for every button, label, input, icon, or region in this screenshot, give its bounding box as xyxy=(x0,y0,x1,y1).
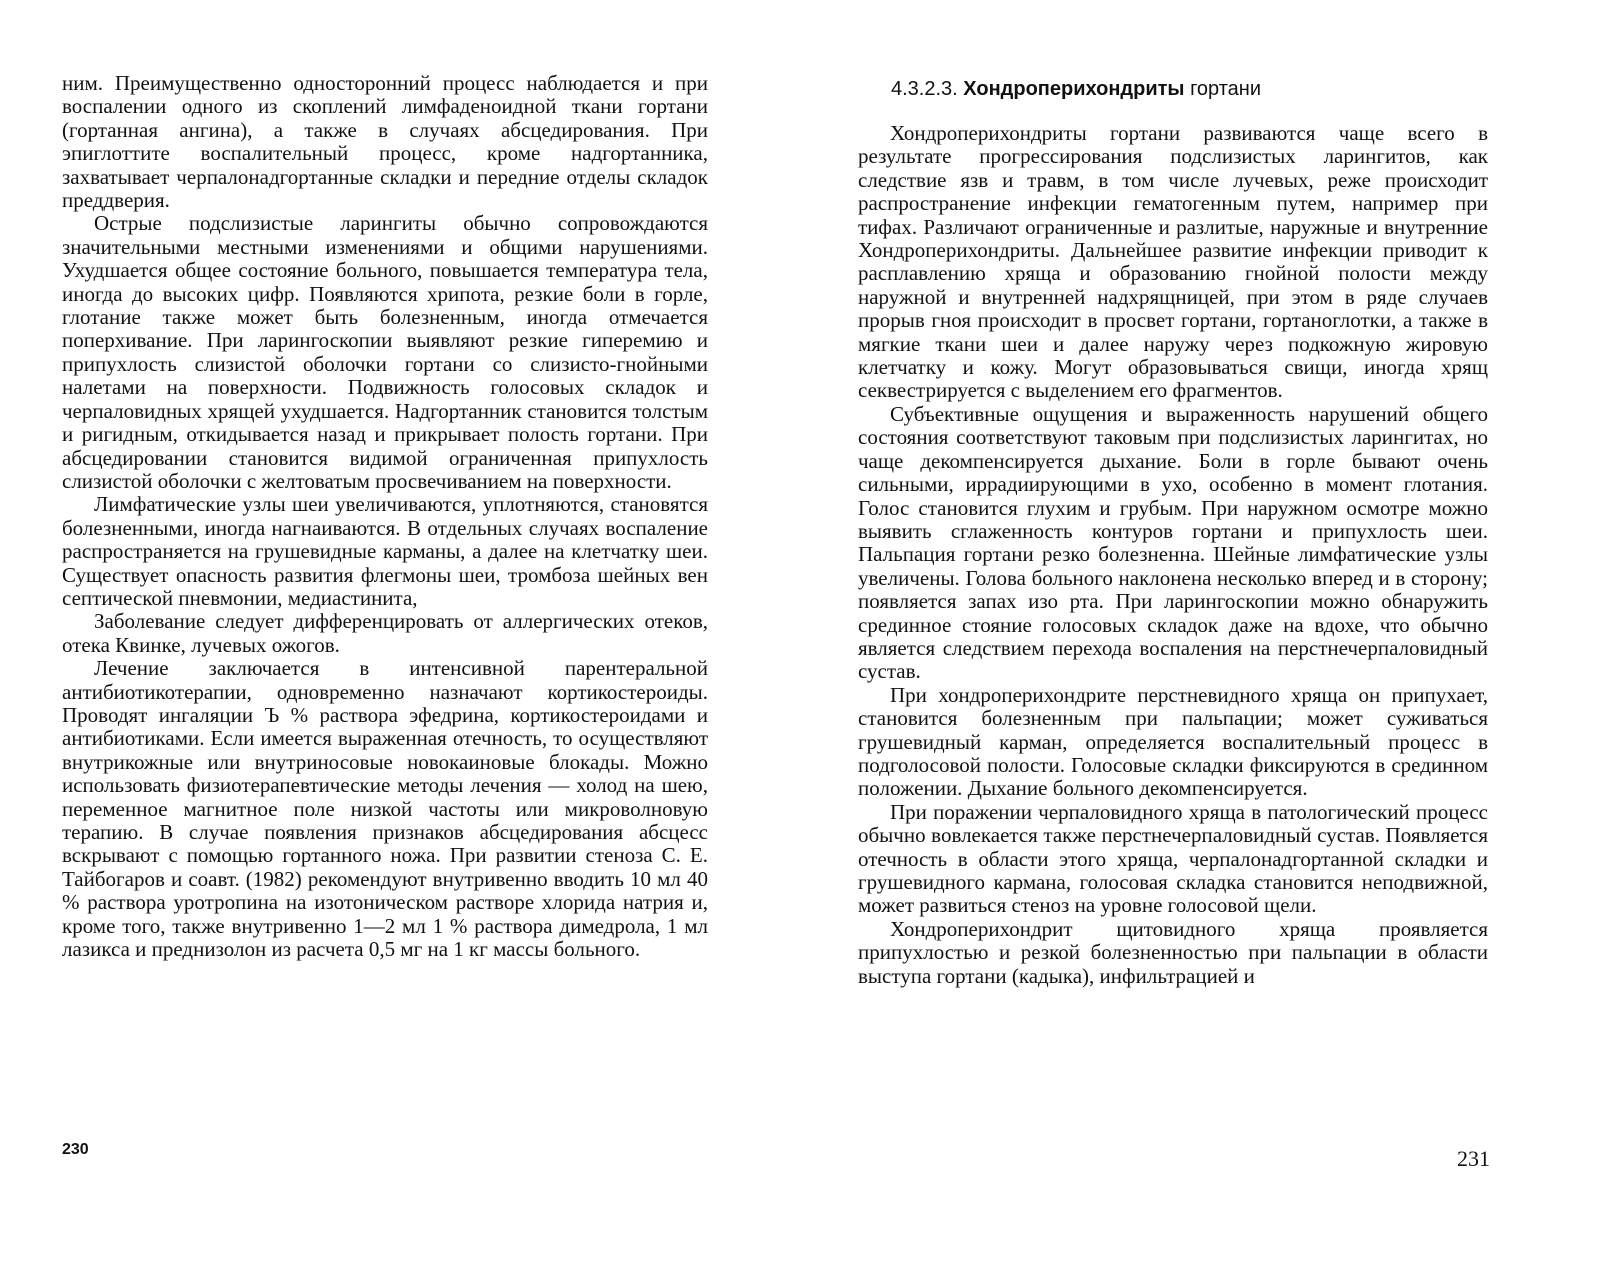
paragraph: Хондроперихондрит щитовидного хряща проявляется припухлостью и резкой болезненностью при пальпации в области выступа гортани (кадыка), инфильтрацией и xyxy=(858,916,1488,988)
paragraph: Лимфатические узлы шеи увеличиваются, уплотняются, становятся болезненными, иногда нагнаиваются. В отдельных случаях воспаление распространяется на грушевидные карманы, а далее на клетчатку шеи. Существует опасность развития флегмоны шеи, тромбоза шейных вен септической пневмонии, медиастинита, xyxy=(62,492,708,610)
paragraph: Заболевание следует дифференцировать от аллергических отеков, отека Квинке, лучевых ожогов. xyxy=(62,609,708,657)
paragraph: При поражении черпаловидного хряща в патологический процесс обычно вовлекается также перстнечерпаловидный сустав. Появляется отечность в области этого хряща, черпалонадгортанной складки и грушевидного кармана, голосовая складка становится неподвижной, может развиться стеноз на уровне голосовой щели. xyxy=(858,799,1488,918)
paragraph: При хондроперихондрите перстневидного хряща он припухает, становится болезненным при пальпации; может суживаться грушевидный карман, определяется воспалительный процесс в подголосовой полости. Голосовые складки фиксируются в срединном положении. Дыхание больного декомпенсируется. xyxy=(858,682,1488,801)
paragraph: ним. Преимущественно односторонний процесс наблюдается и при воспалении одного из скоплений лимфаденоидной ткани гортани (гортанная ангина), а также в случаях абсцедирования. При эпиглоттите воспалительный процесс, кроме надгортанника, захватывает черпалонадгортанные складки и передние отделы складок преддверия. xyxy=(62,71,708,213)
paragraph: Субъективные ощущения и выраженность нарушений общего состояния соответствуют таковым при подслизистых ларингитах, но чаще декомпенсируется дыхание. Боли в горле бывают очень сильными, иррадиирующими в ухо, особенно в момент глотания. Голос становится глухим и грубым. При наружном осмотре можно выявить сглаженность контуров гортани и припухлость шеи. Пальпация гортани резко болезненна. Шейные лимфатические узлы увеличены. Голова больного наклонена несколько вперед и в сторону; появляется запах изо рта. При ларингоскопии можно обнаружить срединное стояние голосовых складок даже на вдохе, что обычно является следствием перехода воспаления на перстнечерпаловидный сустав. xyxy=(858,401,1488,684)
section-title-rest: гортани xyxy=(1190,78,1262,100)
section-heading xyxy=(891,78,1488,101)
page-number: 231 xyxy=(1457,1146,1490,1171)
right-page xyxy=(800,0,1600,1285)
page-number: 230 xyxy=(62,1141,89,1158)
paragraph: Лечение заключается в интенсивной парентеральной антибиотикотерапии, одновременно назначают кортикостероиды. Проводят ингаляции Ъ % раствора эфедрина, кортикостероидами и антибиотиками. Если имеется выраженная отечность, то осуществляют внутрикожные или внутриносовые новокаиновые блокады. Можно использовать физиотерапевтические методы лечения — холод на шею, переменное магнитное поле низкой частоты или микроволновую терапию. В случае появления признаков абсцедирования абсцесс вскрывают с помощью гортанного ножа. При развитии стеноза С. Е. Тайбогаров и соавт. (1982) рекомендуют внутривенно вводить 10 мл 40 % раствора уротропина на изотоническом растворе хлорида натрия и, кроме того, также внутривенно 1—2 мл 1 % раствора димедрола, 1 мл лазикса и преднизолон из расчета 0,5 мг на 1 кг массы больного. xyxy=(62,656,708,962)
section-number: 4.3.2.3. xyxy=(891,78,958,100)
section-title-bold: Хондроперихондриты xyxy=(963,78,1185,100)
paragraph: Острые подслизистые ларингиты обычно сопровождаются значительными местными изменениями и общими нарушениями. Ухудшается общее состояние больного, повышается температура тела, иногда до высоких цифр. Появляются хрипота, резкие боли в горле, глотание также может быть болезненным, иногда отмечается поперхивание. При ларингоскопии выявляют резкие гиперемию и припухлость слизистой оболочки гортани со слизисто-гнойными налетами на поверхности. Подвижность голосовых складок и черпаловидных хрящей ухудшается. Надгортанник становится толстым и ригидным, откидывается назад и прикрывает полость гортани. При абсцедировании становится видимой ограниченная припухлость слизистой оболочки с желтоватым просвечиванием на поверхности. xyxy=(62,211,708,493)
right-text-column xyxy=(858,78,1488,988)
left-text-column xyxy=(62,72,708,961)
paragraph: Хондроперихондриты гортани развиваются чаще всего в результате прогрессирования подслизистых ларингитов, как следствие язв и травм, в том числе лучевых, реже происходит распространение инфекции гематогенным путем, например при тифах. Различают ограниченные и разлитые, наружные и внутренние Хондроперихондриты. Дальнейшее развитие инфекции приводит к расплавлению хряща и образованию гнойной полости между наружной и внутренней надхрящницей, при этом в ряде случаев прорыв гноя происходит в просвет гортани, гортаноглотки, а также в мягкие ткани шеи и далее наружу через подкожную жировую клетчатку и кожу. Могут образовываться свищи, иногда хрящ секвестрируется с выделением его фрагментов. xyxy=(858,121,1488,403)
